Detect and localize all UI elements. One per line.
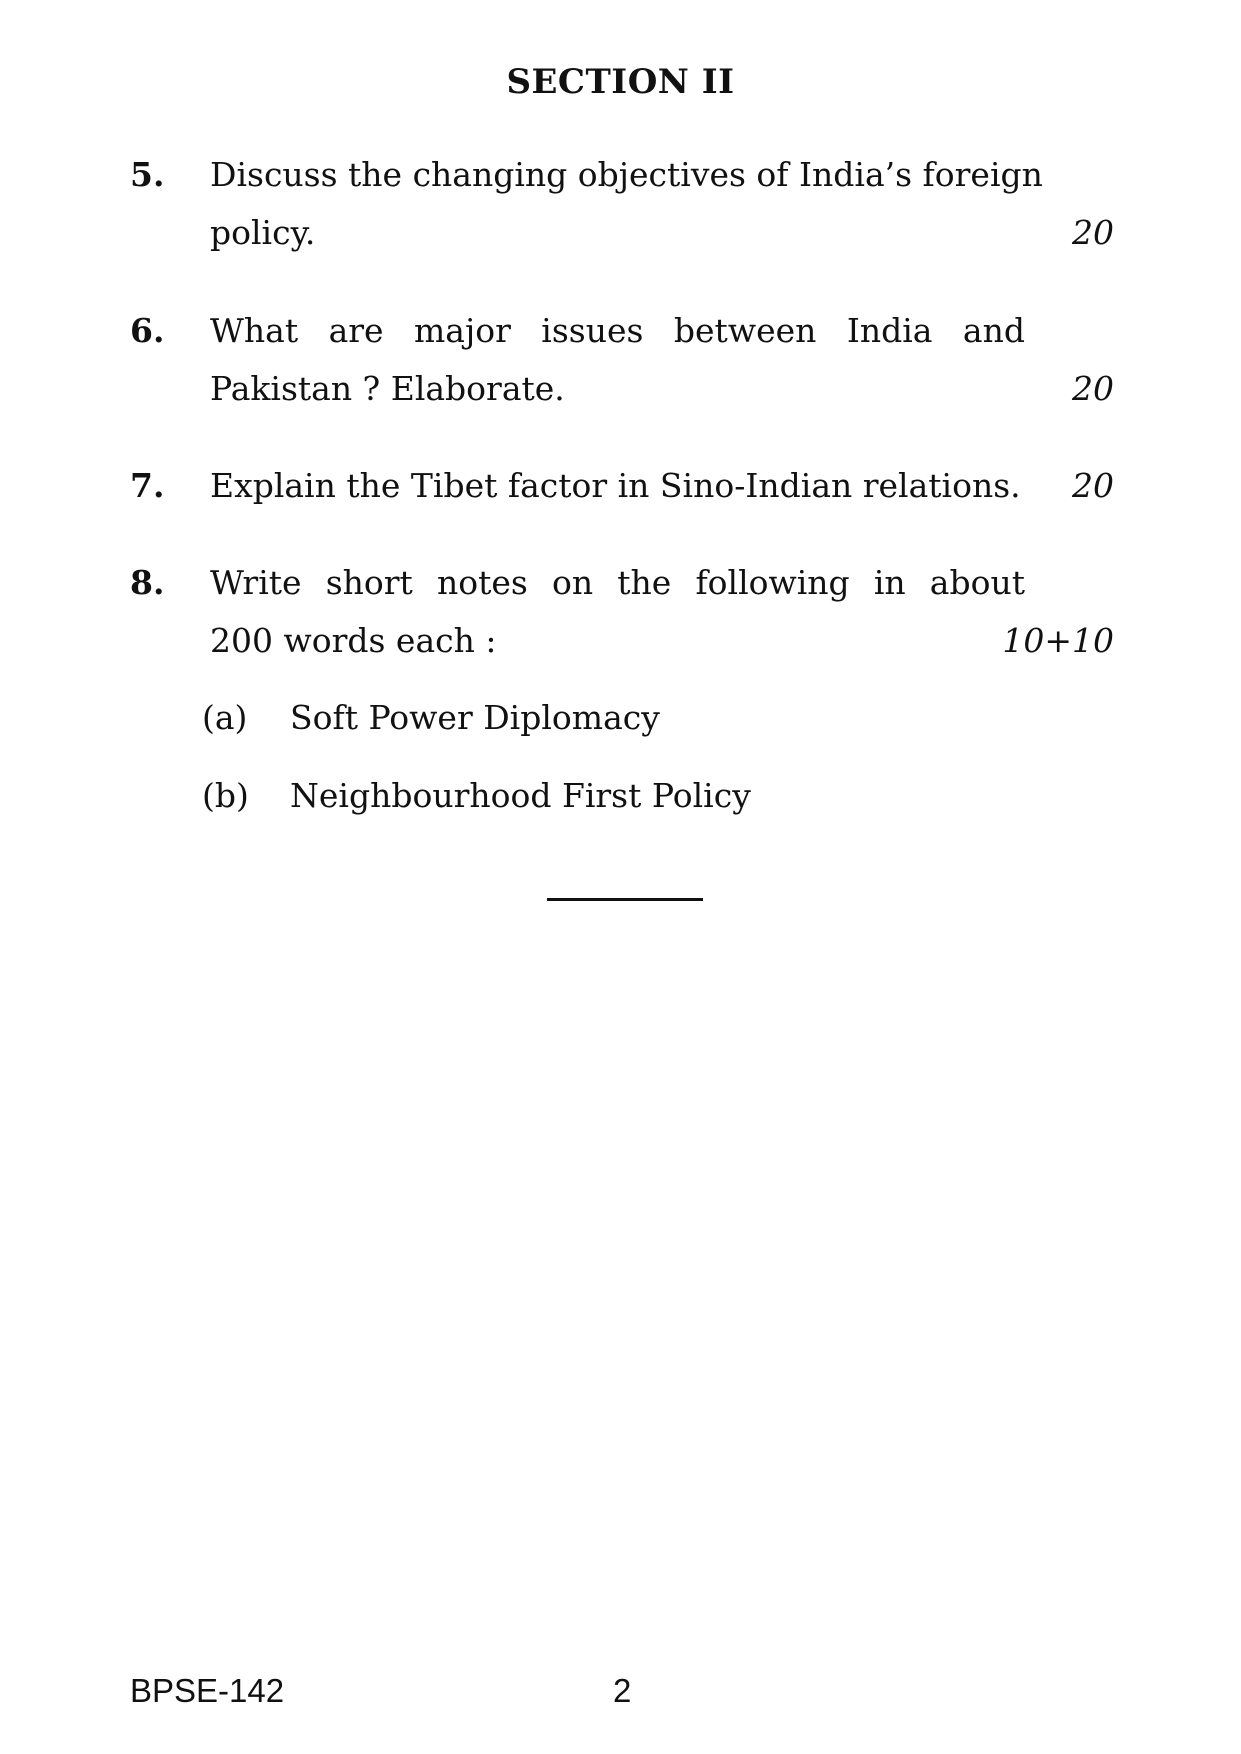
subpart-label: (b) (202, 776, 249, 815)
question-text-line-1: What are major issues between India and (210, 311, 1025, 350)
question-marks: 20 (1072, 213, 1114, 252)
question-text-line-1: Discuss the changing objectives of India’s foreign (210, 155, 1043, 194)
subpart-text: Neighbourhood First Policy (290, 776, 751, 815)
question-text-line-2: policy. (210, 213, 316, 252)
footer-course-code: BPSE-142 (130, 1672, 285, 1709)
section-title: SECTION II (506, 62, 735, 102)
question-text-line-1: Explain the Tibet factor in Sino-Indian relations. (210, 466, 1021, 505)
question-number: 8. (130, 563, 165, 602)
subpart-text: Soft Power Diplomacy (290, 698, 660, 737)
question-number: 6. (130, 311, 165, 350)
question-marks: 20 (1072, 466, 1114, 505)
question-number: 7. (130, 466, 165, 505)
question-marks: 10+10 (1002, 621, 1114, 660)
question-text-line-1: Write short notes on the following in about (210, 563, 1025, 602)
question-text-line-2: 200 words each : (210, 621, 497, 660)
question-marks: 20 (1072, 369, 1114, 408)
end-rule-divider (547, 898, 703, 901)
footer-page-number: 2 (613, 1672, 632, 1709)
question-number: 5. (130, 155, 165, 194)
question-text-line-2: Pakistan ? Elaborate. (210, 369, 565, 408)
subpart-label: (a) (202, 698, 248, 737)
